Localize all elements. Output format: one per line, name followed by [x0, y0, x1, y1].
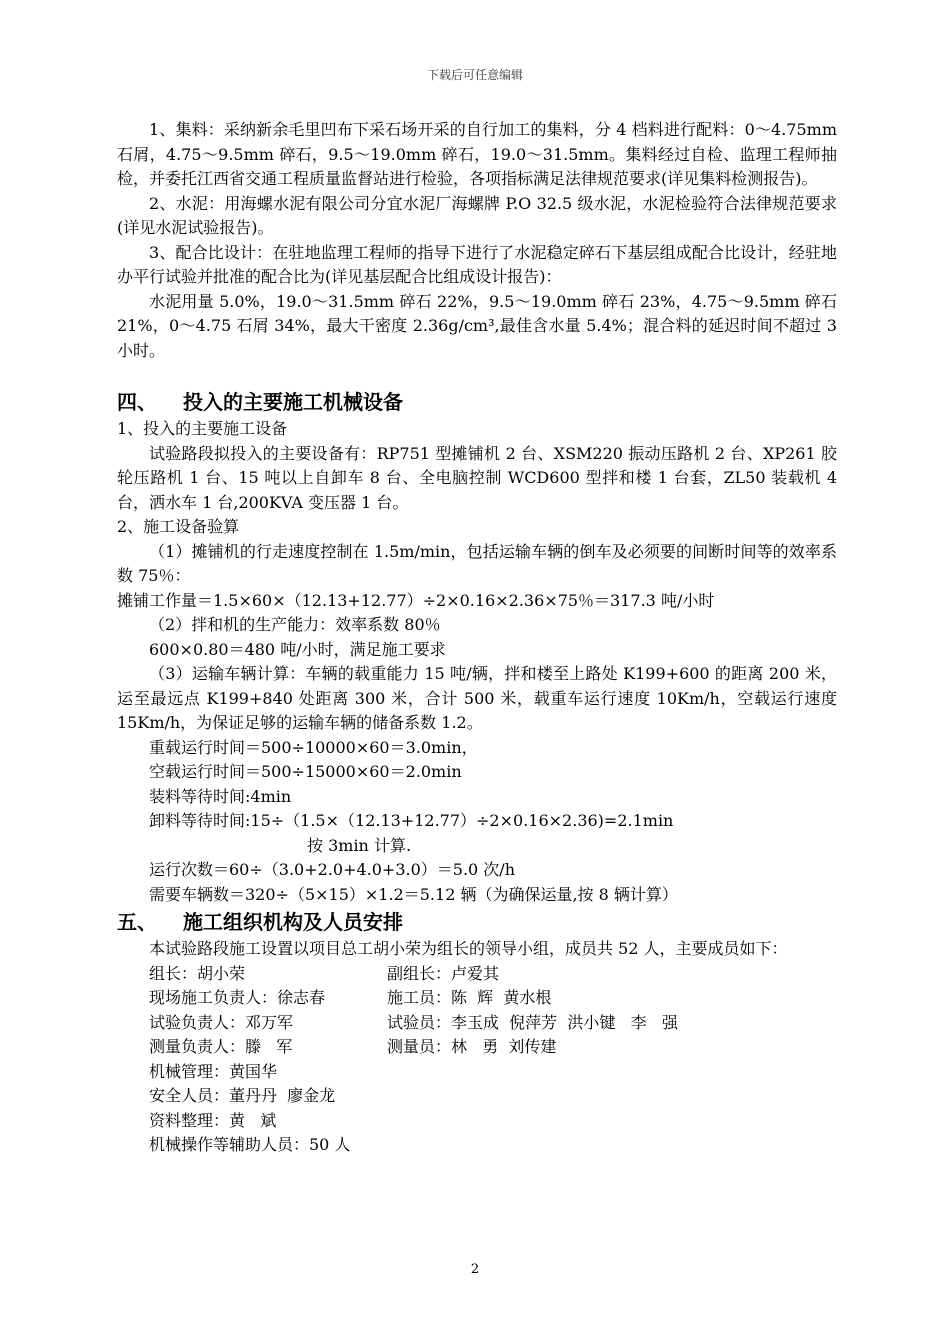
paragraph-cement: 2、水泥：用海螺水泥有限公司分宜水泥厂海螺牌 P.O 32.5 级水泥，水泥检验符合法律规范要求(详见水泥试验报告)。 [117, 193, 837, 237]
staff-entry: 资料整理：黄 斌 [149, 1110, 277, 1130]
formula-unloading-wait: 卸料等待时间:15÷（1.5×（12.13+12.77）÷2×0.16×2.36)=2.1min [149, 811, 674, 830]
section-heading-4 [117, 387, 837, 417]
paragraph-organization: 本试验路段施工设置以项目总工胡小荣为组长的领导小组，成员共 52 人，主要成员如下： [149, 939, 788, 958]
staff-entry: 试验员：李玉成 倪萍芳 洪小键 李 强 [387, 1012, 678, 1032]
staff-entry [387, 1060, 837, 1085]
staff-entry: 机械管理：黄国华 [149, 1061, 278, 1081]
formula-paver: 摊铺工作量＝1.5×60×（12.13+12.77）÷2×0.16×2.36×75％＝317.3 吨/小时 [117, 590, 715, 610]
staff-entry [387, 1133, 837, 1158]
document-body [117, 118, 837, 1158]
paragraph-transport: （3）运输车辆计算：车辆的载重能力 15 吨/辆，拌和楼至上路处 K199+600 的距离 200 米，运至最远点 K199+840 处距离 300 米，合计 500 米，载重车运行速度 10Km/h，空载运行速度 15Km/h，为保证足够的运输车辆的储备系数 1.2。 [117, 664, 837, 732]
staff-entry: 现场施工负责人：徐志春 [149, 988, 326, 1007]
section-title: 施工组织机构及人员安排 [183, 910, 403, 934]
staff-entry [387, 1084, 837, 1109]
formula-loaded-time: 重载运行时间＝500÷10000×60＝3.0min， [149, 737, 478, 757]
page-number: 2 [470, 1262, 480, 1277]
section-title: 投入的主要施工机械设备 [183, 390, 403, 414]
formula-mixer: 600×0.80＝480 吨/小时，满足施工要求 [149, 639, 446, 659]
formula-loading-wait: 装料等待时间:4min [149, 786, 292, 806]
paragraph-mix-ratio: 水泥用量 5.0%，19.0～31.5mm 碎石 22%，9.5～19.0mm 碎石 23%，4.75～9.5mm 碎石 21%，0～4.75 石屑 34%，最大干密度 2.36g/cm³,最佳含水量 5.4%；混合料的延迟时间不超过 3 小时。 [117, 291, 837, 360]
staff-list [117, 962, 837, 1158]
formula-note: 按 3min 计算. [307, 835, 412, 855]
formula-vehicles: 需要车辆数＝320÷（5×15）×1.2＝5.12 辆（为确保运量,按 8 辆计算） [149, 884, 678, 904]
paragraph-aggregate: 1、集料：采纳新余毛里凹布下采石场开采的自行加工的集料，分 4 档料进行配料：0～4.75mm 石屑，4.75～9.5mm 碎石，9.5～19.0mm 碎石，19.0～31.5mm。集料经过自检、监理工程师抽检，并委托江西省交通工程质量监督站进行检验，各项指标满足法律规范要求(详见集料检测报告)。 [117, 120, 837, 188]
paragraph-paver: （1）摊铺机的行走速度控制在 1.5m/min，包括运输车辆的倒车及必须要的间断时间等的效率系数 75％： [117, 541, 837, 585]
staff-entry: 试验负责人：邓万军 [149, 1012, 294, 1032]
paragraph-equipment: 试验路段拟投入的主要设备有：RP751 型摊铺机 2 台、XSM220 振动压路机 2 台、XP261 胶轮压路机 1 台、15 吨以上自卸车 8 台、全电脑控制 WCD600 型拌和楼 1 台套，ZL50 装载机 4 台，洒水车 1 台,200KVA 变压器 1 台。 [117, 443, 837, 512]
staff-entry: 机械操作等辅助人员：50 人 [149, 1135, 351, 1154]
formula-empty-time: 空载运行时间＝500÷15000×60＝2.0min [149, 762, 462, 781]
subheading-calc: 2、施工设备验算 [117, 517, 240, 536]
staff-entry: 安全人员：董丹丹 廖金龙 [149, 1086, 336, 1105]
staff-entry: 组长：胡小荣 [149, 963, 246, 983]
paragraph-mixer: （2）拌和机的生产能力：效率系数 80％ [149, 615, 441, 634]
paragraph-mix-design: 3、配合比设计：在驻地监理工程师的指导下进行了水泥稳定碎石下基层组成配合比设计，经驻地办平行试验并批准的配合比为(详见基层配合比组成设计报告)： [117, 242, 837, 286]
staff-entry: 施工员：陈 辉 黄水根 [387, 988, 552, 1007]
staff-entry [387, 1109, 837, 1134]
section-number: 四、 [117, 390, 157, 414]
page-header: 下载后可任意编辑 [426, 68, 523, 82]
section-heading-5 [117, 907, 837, 937]
subheading-equipment: 1、投入的主要施工设备 [117, 419, 288, 438]
staff-entry: 副组长：卢爱其 [387, 963, 500, 983]
formula-trips: 运行次数＝60÷（3.0+2.0+4.0+3.0）＝5.0 次/h [149, 860, 515, 879]
section-number: 五、 [117, 910, 157, 934]
staff-entry: 测量负责人：滕 军 [149, 1037, 293, 1056]
staff-entry: 测量员：林 勇 刘传建 [387, 1037, 557, 1056]
